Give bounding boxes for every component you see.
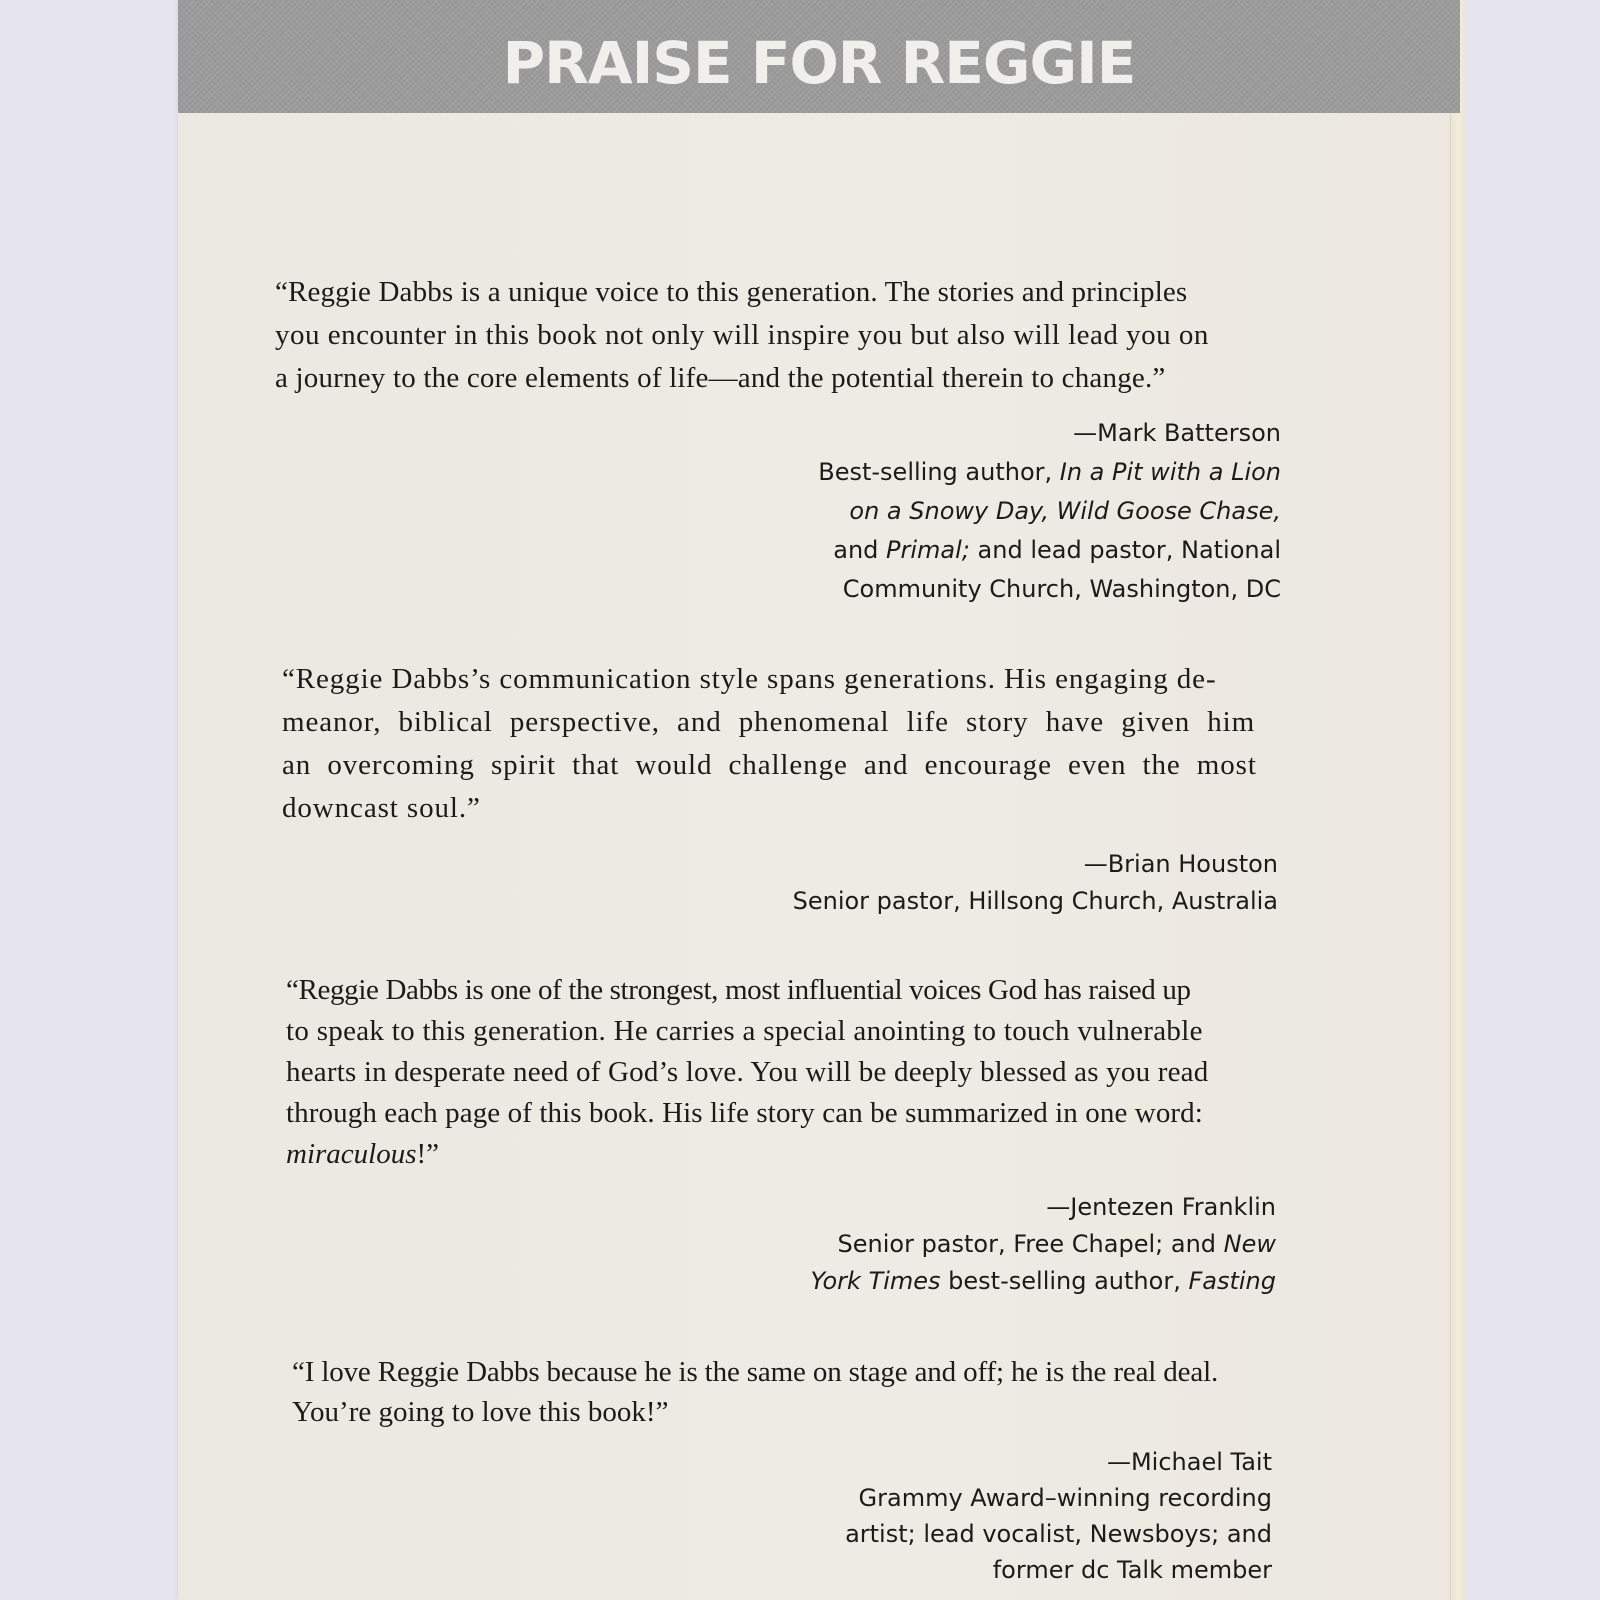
quote-line: miraculous!”: [286, 1138, 440, 1170]
testimonial-attribution: [286, 1189, 1276, 1300]
author-credit: Senior pastor, Free Chapel; and New: [837, 1230, 1276, 1258]
quote-line: “Reggie Dabbs’s communication style spans generations. His engaging de-: [282, 663, 1217, 695]
author-name: —Mark Batterson: [1073, 419, 1281, 447]
quote-line: meanor, biblical perspective, and phenomenal life story have given him: [282, 706, 1256, 738]
page-title: PRAISE FOR REGGIE: [502, 29, 1136, 97]
author-name: —Brian Houston: [1083, 850, 1278, 878]
quote-line: an overcoming spirit that would challenge and encourage even the most: [282, 749, 1257, 781]
author-credit: on a Snowy Day, Wild Goose Chase,: [849, 497, 1281, 525]
testimonial-attribution: [292, 1444, 1272, 1588]
author-credit: Grammy Award–winning recording: [858, 1484, 1272, 1512]
author-credit: Community Church, Washington, DC: [842, 575, 1281, 603]
quote-line: a journey to the core elements of life—and the potential therein to change.”: [275, 362, 1166, 394]
testimonial-michael-tait: [292, 1352, 1272, 1588]
testimonial-quote: [292, 1352, 1272, 1432]
author-credit: and Primal; and lead pastor, National: [833, 536, 1281, 564]
testimonial-attribution: [282, 846, 1278, 920]
testimonial-brian-houston: [282, 658, 1278, 920]
page-edge: [1450, 0, 1465, 1600]
quote-line: hearts in desperate need of God’s love. You will be deeply blessed as you read: [286, 1056, 1209, 1088]
testimonial-quote: [286, 970, 1276, 1175]
testimonial-quote: [282, 658, 1278, 830]
quote-line: downcast soul.”: [282, 792, 481, 824]
author-name: —Jentezen Franklin: [1046, 1193, 1276, 1221]
author-name: —Michael Tait: [1106, 1448, 1272, 1476]
quote-line: “Reggie Dabbs is a unique voice to this generation. The stories and principles: [275, 276, 1188, 308]
author-credit: Senior pastor, Hillsong Church, Australia: [792, 887, 1278, 915]
testimonial-mark-batterson: [275, 271, 1281, 609]
author-credit: York Times best-selling author, Fasting: [810, 1267, 1276, 1295]
quote-line: “I love Reggie Dabbs because he is the same on stage and off; he is the real deal.: [292, 1356, 1219, 1388]
testimonial-quote: [275, 271, 1281, 400]
quote-line: “Reggie Dabbs is one of the strongest, most influential voices God has raised up: [286, 974, 1191, 1006]
author-credit: artist; lead vocalist, Newsboys; and: [845, 1520, 1272, 1548]
author-credit: Best-selling author, In a Pit with a Lion: [818, 458, 1281, 486]
quote-line: you encounter in this book not only will inspire you but also will lead you on: [275, 319, 1209, 351]
header-band: [178, 0, 1460, 113]
quote-line: through each page of this book. His life story can be summarized in one word:: [286, 1097, 1203, 1129]
quote-line: to speak to this generation. He carries a special anointing to touch vulnerable: [286, 1015, 1203, 1047]
author-credit: former dc Talk member: [992, 1556, 1272, 1584]
testimonial-jentezen-franklin: [286, 970, 1276, 1300]
testimonial-attribution: [275, 414, 1281, 609]
quote-line: You’re going to love this book!”: [292, 1396, 669, 1428]
